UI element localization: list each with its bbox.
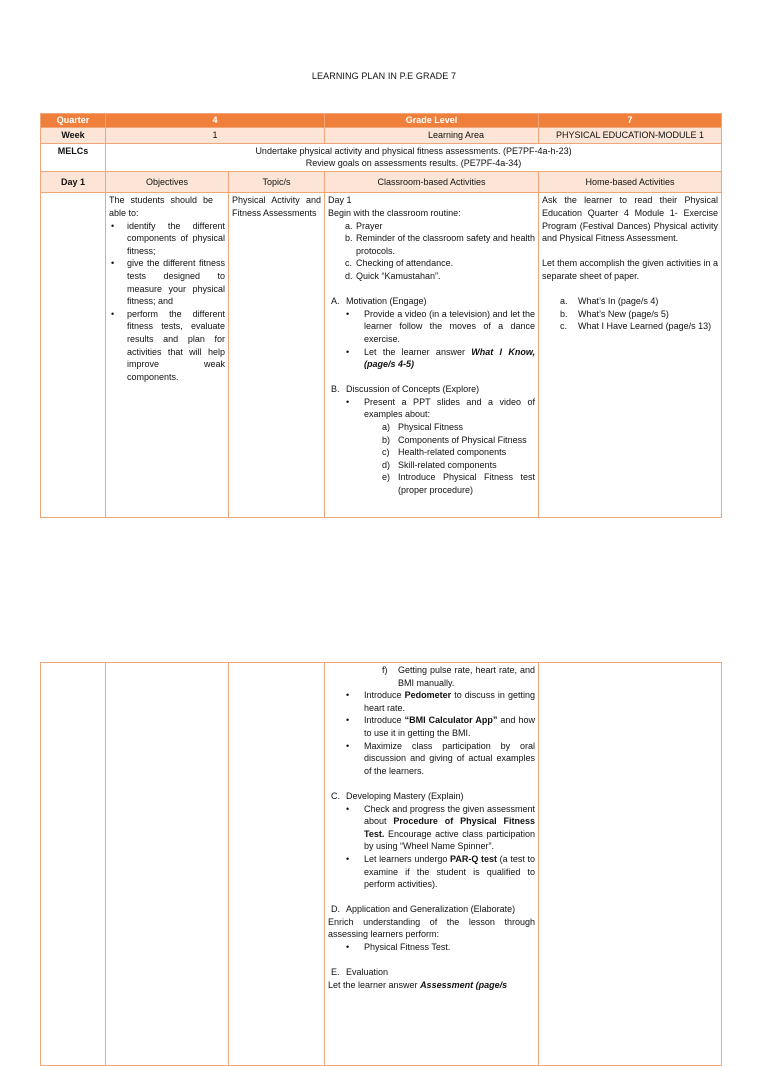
- day-label: Day 1: [41, 171, 106, 193]
- section-b-subitem: d) Skill-related components: [382, 459, 497, 470]
- routine-item: b. Reminder of the classroom safety and health protocols.: [345, 233, 536, 256]
- section-c-bullet: • Let learners undergo PAR-Q test (a test to examine if the student is qualified to perform activities).: [346, 853, 535, 890]
- bullet-icon: •: [111, 258, 115, 269]
- bullet-icon: •: [346, 853, 350, 864]
- learning-plan-table-page1: [40, 113, 722, 518]
- learning-area-value: PHYSICAL EDUCATION-MODULE 1: [539, 128, 722, 144]
- section-d-text: Enrich understanding of the lesson through assessing learners perform:: [328, 916, 535, 940]
- routine-item: d. Quick “Kamustahan”.: [345, 270, 441, 281]
- classroom-activities-cell: [325, 193, 539, 518]
- objectives-cell: [106, 193, 229, 518]
- column-header-row: [41, 171, 722, 193]
- objectives-intro: The students should be able to:: [109, 195, 213, 218]
- objectives-cell-cont: [106, 663, 229, 1066]
- bullet-icon: •: [346, 346, 350, 357]
- section-d-bullet: • Physical Fitness Test.: [346, 942, 451, 953]
- section-b-heading: B. Discussion of Concepts (Explore): [331, 384, 480, 395]
- section-b-subitem: c) Health-related components: [382, 447, 507, 458]
- bullet-icon: •: [111, 308, 115, 319]
- bullet-icon: •: [346, 690, 350, 701]
- bullet-icon: •: [346, 740, 350, 751]
- continuation-row: [41, 663, 722, 1066]
- section-b-bullet: • Maximize class participation by oral discussion and giving of actual examples of the learners.: [346, 740, 535, 776]
- home-item: b. What’s New (page/s 5): [560, 308, 669, 319]
- melcs-line-1: Undertake physical activity and physical fitness assessments. (PE7PF-4a-h-23): [255, 145, 572, 156]
- section-a-bullet: • Provide a video (in a television) and let the learner follow the moves of a dance exercise.: [346, 308, 536, 344]
- day-cell-cont: [41, 663, 106, 1066]
- objective-item: • give the different fitness tests designed to measure your physical fitness; and: [111, 258, 225, 307]
- quarter-label: Quarter: [41, 114, 106, 128]
- week-label: Week: [41, 128, 106, 144]
- objective-item: • identify the different components of physical fitness;: [111, 220, 225, 256]
- learning-plan-table-page2: [40, 662, 722, 1066]
- section-b-bullet: • Introduce “BMI Calculator App” and how to use it in getting the BMI.: [346, 715, 536, 738]
- melcs-line-2: Review goals on assessments results. (PE7PF-4a-34): [305, 158, 522, 169]
- routine-item: a. Prayer: [345, 220, 383, 231]
- section-d-heading: D. Application and Generalization (Elaborate): [331, 904, 516, 915]
- document-title: LEARNING PLAN IN P.E GRADE 7: [311, 71, 457, 81]
- home-activities-cell-cont: [539, 663, 722, 1066]
- section-b-subitem: b) Components of Physical Fitness: [382, 434, 527, 445]
- classroom-activities-header: Classroom-based Activities: [325, 171, 539, 193]
- topics-header: Topic/s: [229, 171, 325, 193]
- melcs-text: [106, 143, 722, 171]
- routine-intro: Begin with the classroom routine:: [328, 207, 461, 218]
- home-activities-header: Home-based Activities: [539, 171, 722, 193]
- bullet-icon: •: [346, 803, 350, 814]
- week-value: 1: [106, 128, 325, 144]
- week-row: [41, 128, 722, 144]
- objective-item: • perform the different fitness tests, evaluate results and plan for activities that will help improve weak components.: [111, 308, 225, 382]
- grade-level-value: 7: [539, 114, 722, 128]
- bullet-icon: •: [346, 308, 350, 319]
- grade-level-label: Grade Level: [325, 114, 539, 128]
- learning-area-label: Learning Area: [325, 128, 539, 144]
- content-row: [41, 193, 722, 518]
- classroom-activities-cell-cont: [325, 663, 539, 1066]
- section-c-bullet: • Check and progress the given assessment about Procedure of Physical Fitness Test. Encourage active class participation by using “Wheel Name Spinner”.: [346, 803, 536, 852]
- section-b-subitem: e) Introduce Physical Fitness test (proper procedure): [382, 472, 536, 496]
- home-activities-cell: [539, 193, 722, 518]
- section-b-bullet: • Present a PPT slides and a video of examples about:: [346, 396, 536, 420]
- day-heading: Day 1: [328, 195, 352, 206]
- section-b-bullet: • Introduce Pedometer to discuss in getting heart rate.: [346, 690, 535, 713]
- section-e-text: Let the learner answer Assessment (page/s: [328, 979, 508, 990]
- quarter-value: 4: [106, 114, 325, 128]
- section-b-subitem: f) Getting pulse rate, heart rate, and BMI manually.: [382, 665, 535, 688]
- topic-cell: Physical Activity and Fitness Assessments: [229, 193, 325, 518]
- routine-item: c. Checking of attendance.: [345, 258, 454, 269]
- home-paragraph-2: Let them accomplish the given activities in a separate sheet of paper.: [542, 258, 719, 281]
- section-c-heading: C. Developing Mastery (Explain): [331, 790, 464, 801]
- melcs-row: [41, 143, 722, 171]
- home-item: a. What’s In (page/s 4): [560, 296, 659, 307]
- bullet-icon: •: [346, 715, 350, 726]
- section-e-heading: E. Evaluation: [331, 967, 389, 978]
- melcs-label: MELCs: [41, 143, 106, 171]
- bullet-icon: •: [111, 220, 115, 231]
- section-a-heading: A. Motivation (Engage): [331, 296, 427, 307]
- objectives-header: Objectives: [106, 171, 229, 193]
- home-paragraph-1: Ask the learner to read their Physical Education Quarter 4 Module 1- Exercise Program (Festival Dances) Physical activity and Physical Fitness Assessment.: [542, 195, 719, 244]
- day-cell: [41, 193, 106, 518]
- bullet-icon: •: [346, 942, 350, 953]
- topic-cell-cont: [229, 663, 325, 1066]
- quarter-row: [41, 114, 722, 128]
- bullet-icon: •: [346, 396, 350, 407]
- home-item: c. What I Have Learned (page/s 13): [560, 321, 712, 332]
- section-a-bullet: • Let the learner answer What I Know, (page/s 4-5): [346, 346, 535, 370]
- section-b-subitem: a) Physical Fitness: [382, 422, 464, 433]
